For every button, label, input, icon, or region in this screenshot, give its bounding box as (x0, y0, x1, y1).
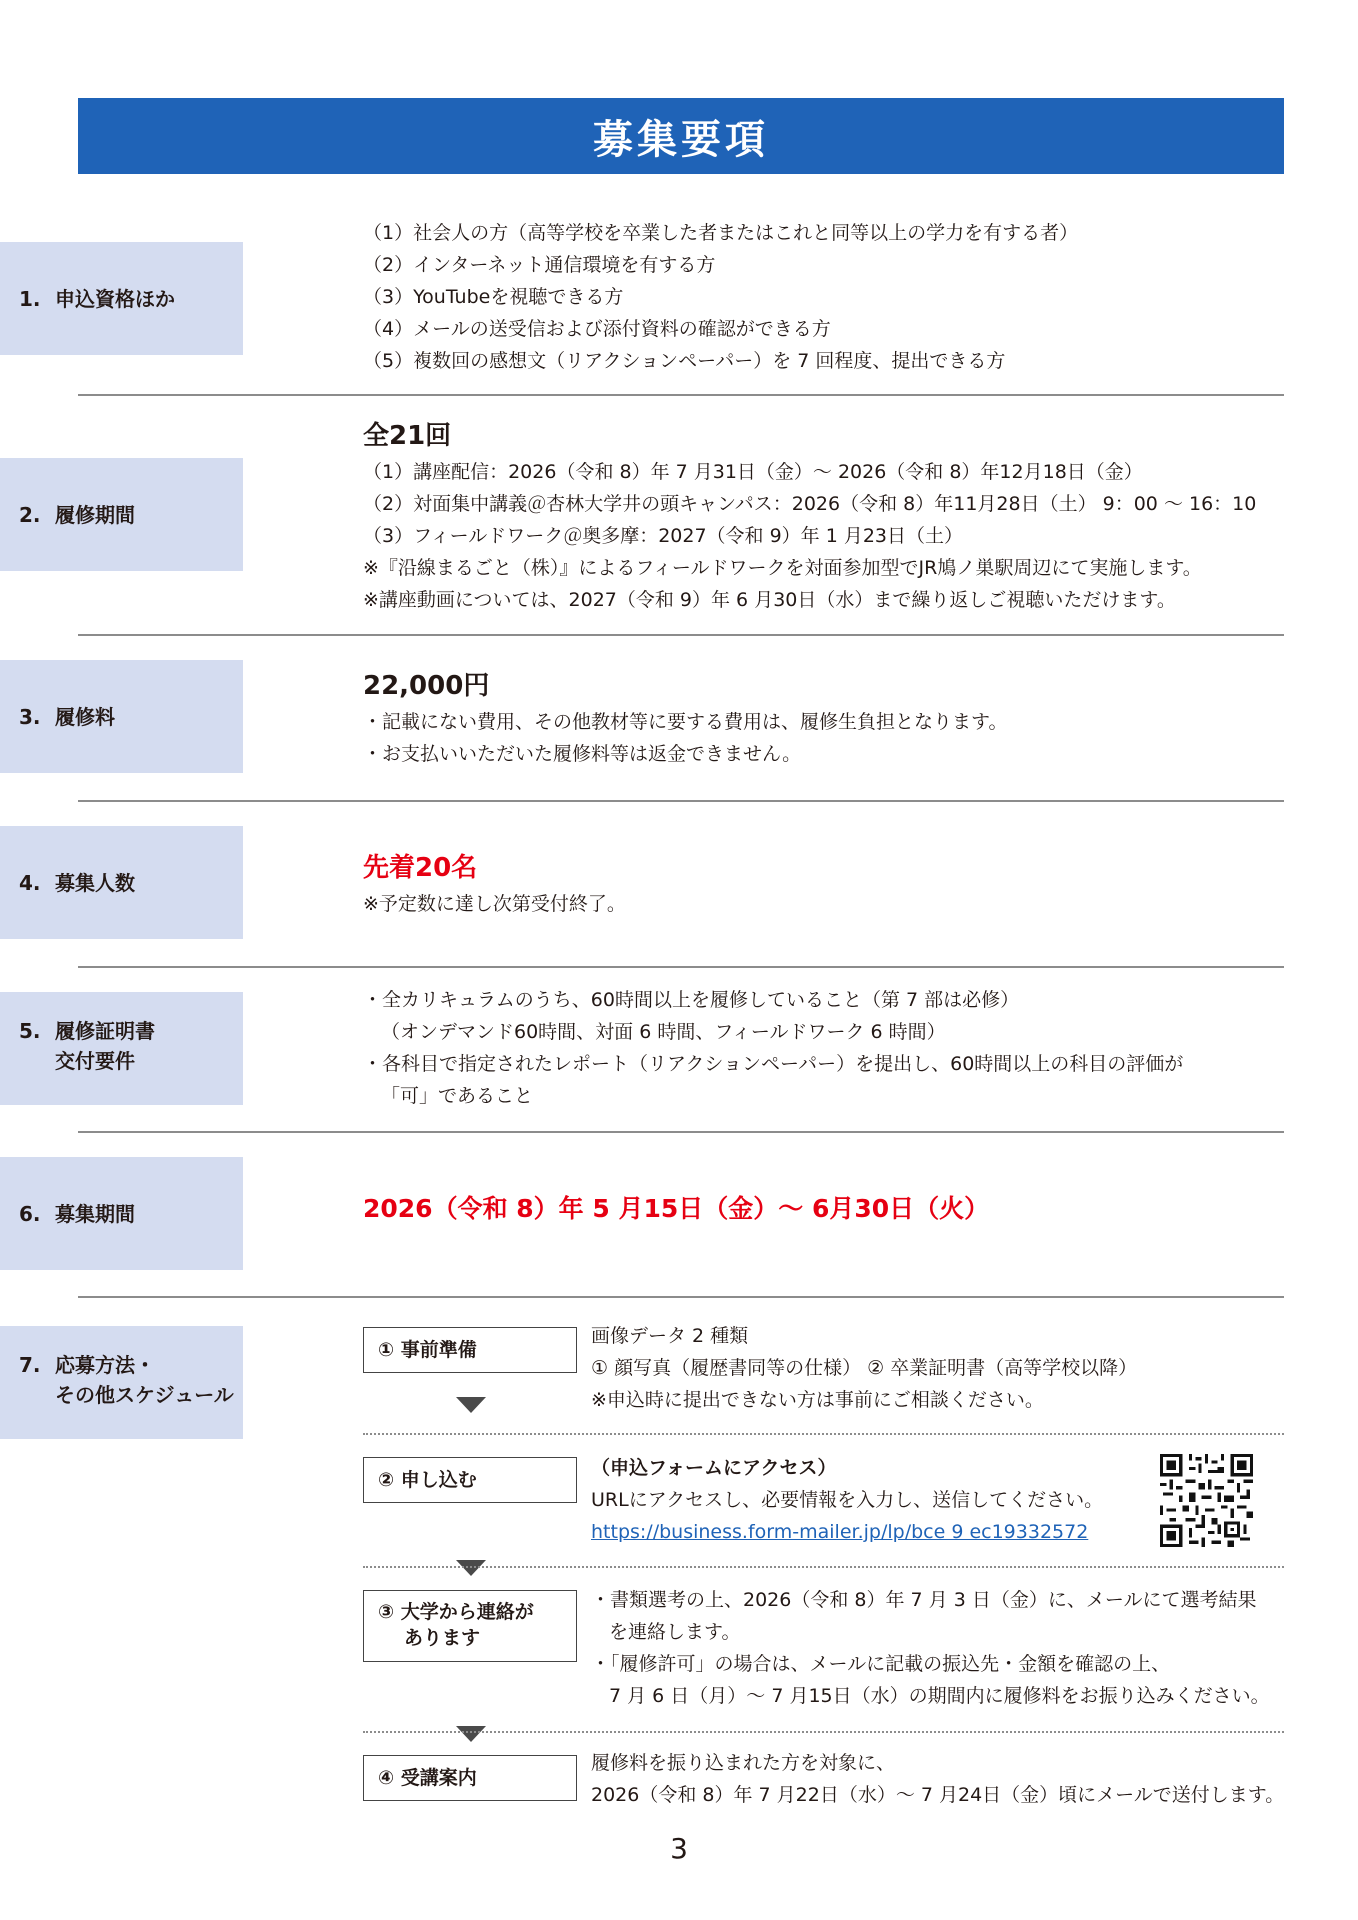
list-item: ・各科目で指定されたレポート（リアクションペーパー）を提出し、60時間以上の科目の評価が (363, 1053, 1184, 1075)
page-number: 3 (670, 1832, 688, 1865)
step-course-guidance (363, 1755, 577, 1801)
section-label-text: 募集人数 (55, 870, 135, 895)
step-line: 画像データ 2 種類 (591, 1325, 749, 1347)
section-label-period (0, 458, 243, 571)
dotted-divider (363, 1566, 1284, 1568)
divider (78, 966, 1284, 968)
list-item: ・全カリキュラムのうち、60時間以上を履修していること（第 7 部は必修） (363, 989, 1020, 1011)
section-number: 6. (19, 1201, 41, 1226)
section-number: 2. (19, 502, 41, 527)
dotted-divider (363, 1731, 1284, 1733)
step-label-line: あります (404, 1627, 481, 1649)
application-form-link[interactable]: https://business.form-mailer.jp/lp/bce 9 ec19332572 (591, 1521, 1089, 1543)
certificate-requirements (363, 984, 1358, 1112)
capacity-count: 先着20名 (363, 853, 478, 883)
section-label-text: 履修期間 (55, 502, 135, 527)
section-label-fee (0, 660, 243, 773)
step-apply-details (591, 1452, 1103, 1548)
step-label: ④ 受講案内 (378, 1767, 477, 1789)
step-line: URLにアクセスし、必要情報を入力し、送信してください。 (591, 1489, 1104, 1511)
section-label-certificate (0, 992, 243, 1105)
step-line: 7 月 6 日（月）～ 7 月15日（水）の期間内に履修料をお振り込みください。 (609, 1685, 1270, 1707)
label-line: 交付要件 (55, 1049, 135, 1073)
period-content (363, 416, 1358, 616)
list-item-continuation: （オンデマンド60時間、対面 6 時間、フィールドワーク 6 時間） (381, 1021, 946, 1043)
section-label-application-period (0, 1157, 243, 1270)
step-preparation-details (591, 1320, 1137, 1416)
down-triangle-icon (456, 1397, 486, 1413)
list-item: （1）講座配信：2026（令和 8）年 7 月31日（金）～ 2026（令和 8）年12月18日（金） (363, 461, 1143, 483)
label-line: その他スケジュール (55, 1383, 234, 1407)
divider (78, 634, 1284, 636)
list-item-continuation: 「可」であること (381, 1085, 534, 1107)
list-item: （5）複数回の感想文（リアクションペーパー）を 7 回程度、提出できる方 (363, 350, 1006, 372)
step-label (378, 1599, 534, 1651)
capacity-content (363, 848, 1358, 920)
application-dates: 2026（令和 8）年 5 月15日（金）～ 6月30日（火） (363, 1194, 990, 1223)
section-label-text: 履修料 (55, 704, 115, 729)
section-number: 4. (19, 870, 41, 895)
step-line: ① 顔写真（履歴書同等の仕様） ② 卒業証明書（高等学校以降） (591, 1357, 1138, 1379)
fee-content (363, 666, 1358, 770)
section-label-text: 募集期間 (55, 1201, 135, 1226)
list-item: （3）フィールドワーク＠奥多摩：2027（令和 9）年 1 月23日（土） (363, 525, 964, 547)
list-item: （4）メールの送受信および添付資料の確認ができる方 (363, 318, 831, 340)
step-line: 2026（令和 8）年 7 月22日（水）～ 7 月24日（金）頃にメールで送付します。 (591, 1784, 1285, 1806)
section-number: 5. (19, 1019, 41, 1043)
fee-amount: 22,000円 (363, 671, 490, 701)
step-line: 履修料を振り込まれた方を対象に、 (591, 1752, 896, 1774)
step-line: ※申込時に提出できない方は事前にご相談ください。 (591, 1389, 1044, 1411)
dotted-divider (363, 1433, 1284, 1435)
divider (78, 394, 1284, 396)
qr-code-icon[interactable] (1160, 1454, 1253, 1547)
step-preparation (363, 1327, 577, 1373)
step-course-guidance-details (591, 1747, 1284, 1811)
label-line: 履修証明書 (55, 1019, 155, 1043)
step-university-contact-details (591, 1584, 1270, 1712)
step-label: ② 申し込む (378, 1469, 477, 1491)
step-line: を連絡します。 (609, 1621, 741, 1643)
divider (78, 1131, 1284, 1133)
section-number: 1. (19, 286, 41, 311)
list-item: ・お支払いいただいた履修料等は返金できません。 (363, 743, 802, 765)
step-label: ① 事前準備 (378, 1339, 477, 1361)
note: ※講座動画については、2027（令和 9）年 6 月30日（水）まで繰り返しご視聴いただけます。 (363, 589, 1176, 611)
step-line: ・書類選考の上、2026（令和 8）年 7 月 3 日（金）に、メールにて選考結果 (591, 1589, 1257, 1611)
divider (78, 1296, 1284, 1298)
down-triangle-icon (456, 1726, 486, 1742)
list-item: （2）インターネット通信環境を有する方 (363, 254, 716, 276)
page-title: 募集要項 (78, 98, 1284, 174)
list-item: ・記載にない費用、その他教材等に要する費用は、履修生負担となります。 (363, 711, 1008, 733)
list-item: （2）対面集中講義＠杏林大学井の頭キャンパス：2026（令和 8）年11月28日（土） 9：00 ～ 16：10 (363, 493, 1257, 515)
section-label-capacity (0, 826, 243, 939)
list-item: （3）YouTubeを視聴できる方 (363, 286, 624, 308)
down-triangle-icon (456, 1560, 486, 1576)
step-apply (363, 1457, 577, 1503)
label-line: 応募方法・ (55, 1353, 155, 1377)
step-line: ・「履修許可」の場合は、メールに記載の振込先・金額を確認の上、 (591, 1653, 1171, 1675)
note: ※予定数に達し次第受付終了。 (363, 893, 626, 915)
section-label-text (55, 1350, 234, 1410)
note: ※『沿線まるごと（株）』によるフィールドワークを対面参加型でJR鳩ノ巣駅周辺にて実施します。 (363, 557, 1202, 579)
step-line: （申込フォームにアクセス） (591, 1457, 837, 1479)
eligibility-list (363, 217, 1358, 377)
section-number: 7. (19, 1353, 41, 1377)
application-period (363, 1193, 1358, 1225)
section-number: 3. (19, 704, 41, 729)
divider (78, 800, 1284, 802)
total-sessions: 全21回 (363, 421, 452, 451)
list-item: （1）社会人の方（高等学校を卒業した者またはこれと同等以上の学力を有する者） (363, 222, 1079, 244)
step-university-contact (363, 1590, 577, 1662)
section-label-eligibility (0, 242, 243, 355)
section-label-application-method (0, 1326, 243, 1439)
step-label-line: ③ 大学から連絡が (378, 1601, 534, 1623)
section-label-text: 申込資格ほか (55, 286, 175, 311)
section-label-text (55, 1016, 155, 1076)
